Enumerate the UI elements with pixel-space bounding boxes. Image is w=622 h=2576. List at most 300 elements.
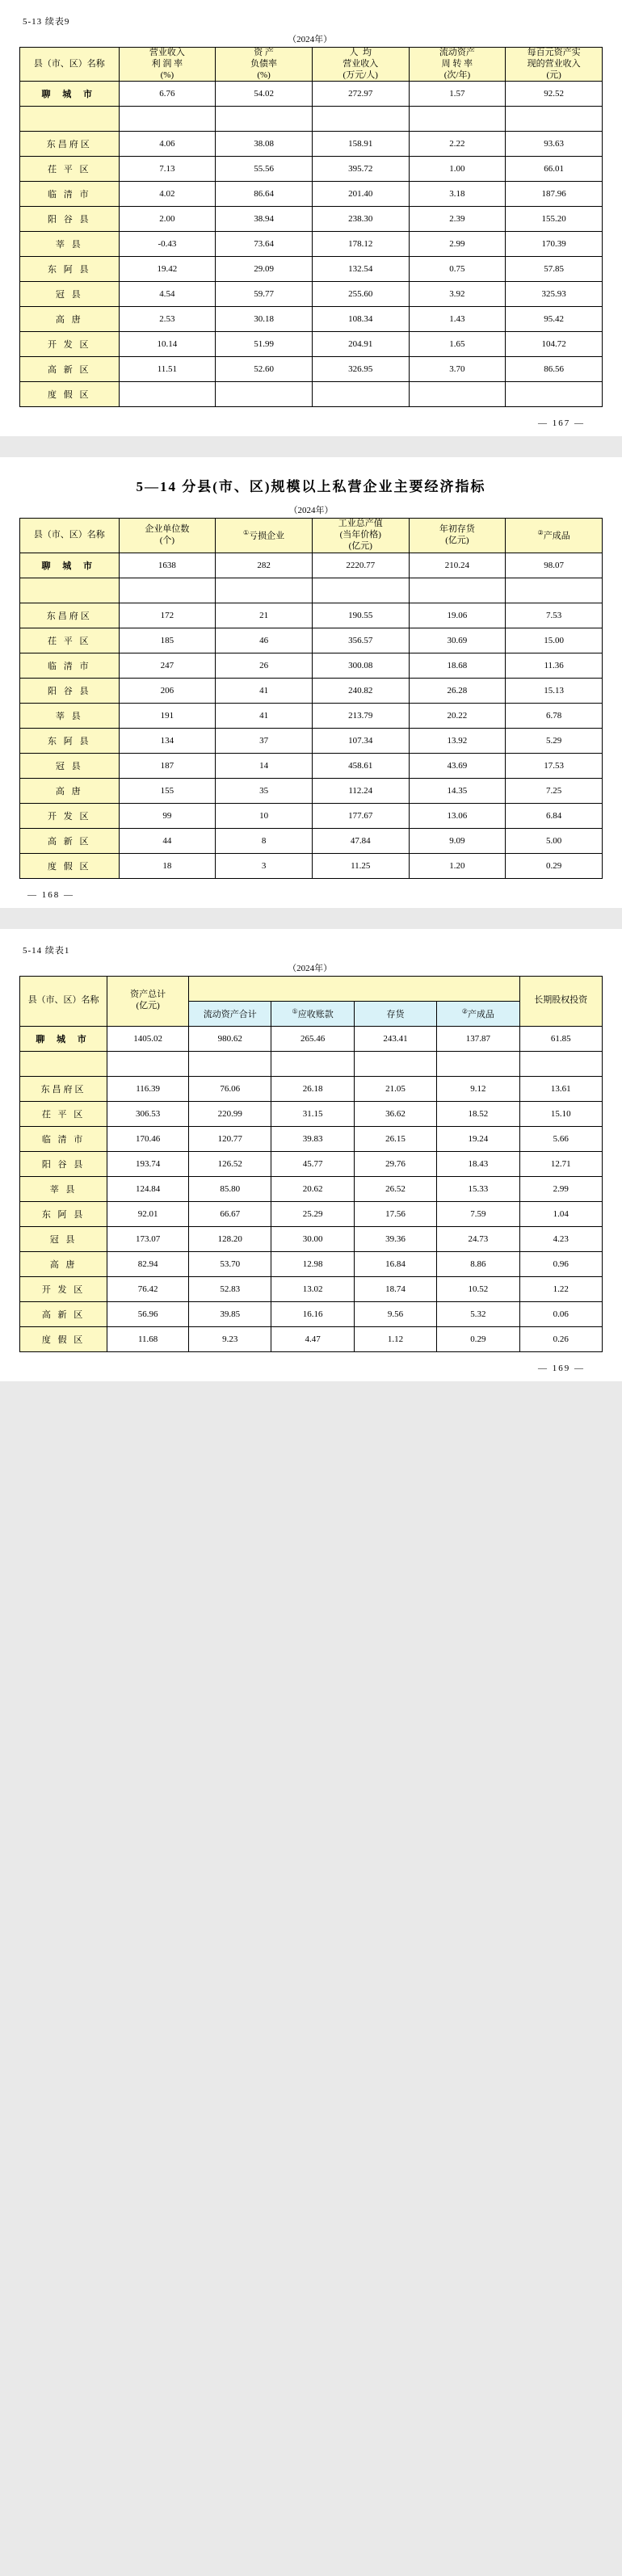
year-label: （2024年） [288,963,333,973]
col-header-current-assets: 流动资产合计 [189,1001,271,1026]
cell: 26.28 [409,678,506,703]
cell: 57.85 [506,257,603,282]
cell: 9.56 [354,1301,436,1326]
cell: 0.29 [506,853,603,878]
cell: 54.02 [216,82,313,107]
row-label: 冠 县 [20,753,120,778]
cell: 187 [119,753,216,778]
cell: 25.29 [271,1201,354,1226]
cell: 980.62 [189,1026,271,1051]
cell: 66.01 [506,157,603,182]
table-row [20,1276,603,1301]
cell: 10 [216,803,313,828]
cell: 19.42 [119,257,216,282]
cell: 220.99 [189,1101,271,1126]
table-row [20,182,603,207]
cell: 2.39 [409,207,506,232]
table-row [20,82,603,107]
table-row [20,157,603,182]
row-label: 莘 县 [20,1176,107,1201]
cell: 272.97 [312,82,409,107]
cell: 92.01 [107,1201,189,1226]
row-label: 度 假 区 [20,853,120,878]
cell: 15.10 [519,1101,602,1126]
table-row [20,1101,603,1126]
cell: 1.04 [519,1201,602,1226]
table-row [20,603,603,628]
row-label: 茌 平 区 [20,1101,107,1126]
cell: 8.86 [437,1251,519,1276]
cell: 170.39 [506,232,603,257]
cell: 356.57 [312,628,409,653]
table-row [20,332,603,357]
col-header-turnover: 流动资产 周 转 率 (次/年) [409,48,506,82]
cell: 325.93 [506,282,603,307]
row-label: 临 清 市 [20,653,120,678]
table-header-row [20,519,603,553]
col-header-finished-goods: ②产成品 [506,519,603,553]
col-header-receivables: ①应收账款 [271,1001,354,1026]
cell: 16.16 [271,1301,354,1326]
col-header-profit-rate: 营业收入 利 润 率 (%) [119,48,216,82]
cell: 5.29 [506,728,603,753]
table-row [20,753,603,778]
cell: 44 [119,828,216,853]
table-row [20,257,603,282]
cell: -0.43 [119,232,216,257]
cell: 4.02 [119,182,216,207]
cell: 51.99 [216,332,313,357]
cell: 1.22 [519,1276,602,1301]
cell: 1.57 [409,82,506,107]
cell: 178.12 [312,232,409,257]
table-row [20,828,603,853]
cell: 41 [216,703,313,728]
cell: 14.35 [409,778,506,803]
cell: 3.18 [409,182,506,207]
cell [506,382,603,407]
cell: 137.87 [437,1026,519,1051]
cell: 12.71 [519,1151,602,1176]
col-header-revenue-per-100: 每百元资产实 现的营业收入 (元) [506,48,603,82]
col-header-loss-enterprises: ①亏损企业 [216,519,313,553]
cell: 2.22 [409,132,506,157]
table-row [20,1251,603,1276]
table-row [20,778,603,803]
cell: 1.00 [409,157,506,182]
cell: 86.64 [216,182,313,207]
page-gap [0,908,622,929]
cell: 29.09 [216,257,313,282]
cell: 39.83 [271,1126,354,1151]
row-label: 聊 城 市 [20,1026,107,1051]
cell: 21.05 [354,1076,436,1101]
row-label: 东昌府区 [20,132,120,157]
cell: 0.96 [519,1251,602,1276]
cell: 61.85 [519,1026,602,1051]
table-row [20,653,603,678]
cell: 206 [119,678,216,703]
table-row [20,282,603,307]
cell: 26 [216,653,313,678]
row-label: 东昌府区 [20,1076,107,1101]
cell: 0.06 [519,1301,602,1326]
cell: 73.64 [216,232,313,257]
page-header: 5-13 续表9 [23,17,70,27]
cell: 13.02 [271,1276,354,1301]
cell: 20.22 [409,703,506,728]
table-row [20,1326,603,1351]
table-5-14-cont [19,976,603,1352]
table-row [20,803,603,828]
cell: 30.18 [216,307,313,332]
row-label: 聊 城 市 [20,553,120,578]
cell: 120.77 [189,1126,271,1151]
cell: 16.84 [354,1251,436,1276]
cell: 18 [119,853,216,878]
cell: 0.29 [437,1326,519,1351]
col-header-name: 县（市、区）名称 [20,976,107,1026]
cell: 36.62 [354,1101,436,1126]
row-label: 阳 谷 县 [20,1151,107,1176]
cell [312,382,409,407]
cell: 38.94 [216,207,313,232]
cell: 13.06 [409,803,506,828]
table-row [20,728,603,753]
cell: 93.63 [506,132,603,157]
cell: 30.69 [409,628,506,653]
cell: 11.25 [312,853,409,878]
cell: 41 [216,678,313,703]
col-header-inventory: 存货 [354,1001,436,1026]
cell: 47.84 [312,828,409,853]
cell: 4.06 [119,132,216,157]
cell: 18.43 [437,1151,519,1176]
cell: 1.65 [409,332,506,357]
cell: 24.73 [437,1226,519,1251]
cell: 326.95 [312,357,409,382]
table-row [20,1151,603,1176]
cell: 210.24 [409,553,506,578]
cell: 31.15 [271,1101,354,1126]
cell: 2.99 [519,1176,602,1201]
cell: 26.52 [354,1176,436,1201]
cell: 458.61 [312,753,409,778]
cell: 18.52 [437,1101,519,1126]
table-row [20,1026,603,1051]
cell: 10.52 [437,1276,519,1301]
cell: 20.62 [271,1176,354,1201]
cell: 108.34 [312,307,409,332]
row-label: 莘 县 [20,232,120,257]
cell: 1405.02 [107,1026,189,1051]
cell: 55.56 [216,157,313,182]
row-label: 莘 县 [20,703,120,728]
col-header-opening-inventory: 年初存货 (亿元) [409,519,506,553]
cell: 0.75 [409,257,506,282]
cell: 1638 [119,553,216,578]
cell: 76.06 [189,1076,271,1101]
table-row [20,232,603,257]
row-label: 开 发 区 [20,332,120,357]
cell: 7.13 [119,157,216,182]
cell: 243.41 [354,1026,436,1051]
table-5-13 [19,47,603,407]
cell: 15.00 [506,628,603,653]
cell: 9.09 [409,828,506,853]
cell: 170.46 [107,1126,189,1151]
cell: 3.92 [409,282,506,307]
table-row [20,853,603,878]
cell: 6.78 [506,703,603,728]
cell: 18.74 [354,1276,436,1301]
table-row [20,1201,603,1226]
cell: 26.15 [354,1126,436,1151]
table-row [20,1176,603,1201]
cell: 5.66 [519,1126,602,1151]
row-label: 开 发 区 [20,1276,107,1301]
row-label: 阳 谷 县 [20,207,120,232]
cell: 134 [119,728,216,753]
cell: 177.67 [312,803,409,828]
row-label: 东昌府区 [20,603,120,628]
cell: 2.00 [119,207,216,232]
cell: 39.36 [354,1226,436,1251]
cell: 99 [119,803,216,828]
cell: 26.18 [271,1076,354,1101]
cell: 12.98 [271,1251,354,1276]
cell: 5.32 [437,1301,519,1326]
table-row [20,382,603,407]
cell: 112.24 [312,778,409,803]
cell: 21 [216,603,313,628]
cell: 6.76 [119,82,216,107]
cell: 3 [216,853,313,878]
cell: 185 [119,628,216,653]
cell: 13.61 [519,1076,602,1101]
page-title: 5—14 分县(市、区)规模以上私营企业主要经济指标 [136,479,486,495]
cell: 190.55 [312,603,409,628]
cell: 37 [216,728,313,753]
cell: 9.23 [189,1326,271,1351]
row-label: 高 新 区 [20,1301,107,1326]
cell: 240.82 [312,678,409,703]
cell [119,382,216,407]
row-label: 东 阿 县 [20,1201,107,1226]
row-label: 开 发 区 [20,803,120,828]
cell: 282 [216,553,313,578]
cell: 76.42 [107,1276,189,1301]
page-5-14-cont [0,929,622,1381]
cell: 172 [119,603,216,628]
cell: 46 [216,628,313,653]
table-row [20,1076,603,1101]
cell: 52.83 [189,1276,271,1301]
cell: 191 [119,703,216,728]
col-header-finished-goods: ②产成品 [437,1001,519,1026]
page-header: 5-14 续表1 [23,945,70,956]
cell: 92.52 [506,82,603,107]
cell: 98.07 [506,553,603,578]
cell: 255.60 [312,282,409,307]
page-number: — 168 — [27,889,74,900]
cell: 187.96 [506,182,603,207]
cell: 7.25 [506,778,603,803]
table-5-14 [19,518,603,878]
row-label: 高 唐 [20,778,120,803]
cell: 4.54 [119,282,216,307]
row-label: 度 假 区 [20,1326,107,1351]
cell: 11.51 [119,357,216,382]
spacer-row [20,1051,603,1076]
cell: 265.46 [271,1026,354,1051]
table-row [20,207,603,232]
cell [409,382,506,407]
cell: 395.72 [312,157,409,182]
cell: 15.33 [437,1176,519,1201]
cell: 15.13 [506,678,603,703]
cell: 0.26 [519,1326,602,1351]
cell: 19.24 [437,1126,519,1151]
col-header-debt-rate: 资 产 负债率 (%) [216,48,313,82]
cell: 11.68 [107,1326,189,1351]
cell: 66.67 [189,1201,271,1226]
row-label: 度 假 区 [20,382,120,407]
cell: 13.92 [409,728,506,753]
row-label: 高 新 区 [20,828,120,853]
row-label: 茌 平 区 [20,628,120,653]
cell: 300.08 [312,653,409,678]
col-header-enterprise-count: 企业单位数 (个) [119,519,216,553]
col-header-name: 县（市、区）名称 [20,519,120,553]
cell: 158.91 [312,132,409,157]
row-label: 冠 县 [20,282,120,307]
cell: 8 [216,828,313,853]
cell: 17.56 [354,1201,436,1226]
row-label: 临 清 市 [20,1126,107,1151]
cell: 2220.77 [312,553,409,578]
cell: 5.00 [506,828,603,853]
cell: 128.20 [189,1226,271,1251]
cell: 39.85 [189,1301,271,1326]
cell: 38.08 [216,132,313,157]
cell: 17.53 [506,753,603,778]
cell: 204.91 [312,332,409,357]
cell: 56.96 [107,1301,189,1326]
col-header-current-assets-group [189,976,520,1001]
row-label: 高 唐 [20,1251,107,1276]
cell: 4.47 [271,1326,354,1351]
row-label: 东 阿 县 [20,257,120,282]
cell: 18.68 [409,653,506,678]
table-row [20,678,603,703]
row-label: 临 清 市 [20,182,120,207]
table-header-row [20,976,603,1001]
cell: 3.70 [409,357,506,382]
page-gap [0,436,622,457]
year-label: （2024年） [288,35,333,44]
cell [216,382,313,407]
cell: 173.07 [107,1226,189,1251]
cell: 14 [216,753,313,778]
cell: 6.84 [506,803,603,828]
table-header-row [20,48,603,82]
table-row [20,357,603,382]
cell: 9.12 [437,1076,519,1101]
col-header-name: 县（市、区）名称 [20,48,120,82]
table-row [20,703,603,728]
cell: 19.06 [409,603,506,628]
table-row [20,553,603,578]
table-row [20,307,603,332]
row-label: 阳 谷 县 [20,678,120,703]
cell: 155.20 [506,207,603,232]
table-row [20,628,603,653]
cell: 7.59 [437,1201,519,1226]
col-header-long-term-equity: 长期股权投资 [519,976,602,1026]
cell: 193.74 [107,1151,189,1176]
table-row [20,1226,603,1251]
cell: 126.52 [189,1151,271,1176]
row-label: 茌 平 区 [20,157,120,182]
cell: 1.43 [409,307,506,332]
cell: 2.53 [119,307,216,332]
cell: 95.42 [506,307,603,332]
cell: 1.12 [354,1326,436,1351]
page-5-14 [0,457,622,907]
table-row [20,1301,603,1326]
spacer-row [20,107,603,132]
col-header-per-capita-revenue: 人 均 营业收入 (万元/人) [312,48,409,82]
cell: 2.99 [409,232,506,257]
cell: 59.77 [216,282,313,307]
table-row [20,132,603,157]
col-header-total-assets: 资产总计 (亿元) [107,976,189,1026]
cell: 116.39 [107,1076,189,1101]
cell: 1.20 [409,853,506,878]
col-header-industrial-output: 工业总产值 (当年价格) (亿元) [312,519,409,553]
cell: 124.84 [107,1176,189,1201]
cell: 104.72 [506,332,603,357]
row-label: 冠 县 [20,1226,107,1251]
row-label: 东 阿 县 [20,728,120,753]
cell: 7.53 [506,603,603,628]
cell: 43.69 [409,753,506,778]
cell: 29.76 [354,1151,436,1176]
cell: 238.30 [312,207,409,232]
cell: 213.79 [312,703,409,728]
cell: 247 [119,653,216,678]
year-label: （2024年） [288,506,334,516]
row-label: 聊 城 市 [20,82,120,107]
cell: 86.56 [506,357,603,382]
cell: 53.70 [189,1251,271,1276]
cell: 52.60 [216,357,313,382]
cell: 11.36 [506,653,603,678]
cell: 107.34 [312,728,409,753]
cell: 85.80 [189,1176,271,1201]
page-5-13 [0,0,622,436]
cell: 10.14 [119,332,216,357]
row-label: 高 新 区 [20,357,120,382]
cell: 155 [119,778,216,803]
cell: 45.77 [271,1151,354,1176]
page-number: — 169 — [538,1363,585,1373]
row-label: 高 唐 [20,307,120,332]
cell: 35 [216,778,313,803]
cell: 4.23 [519,1226,602,1251]
cell: 132.54 [312,257,409,282]
